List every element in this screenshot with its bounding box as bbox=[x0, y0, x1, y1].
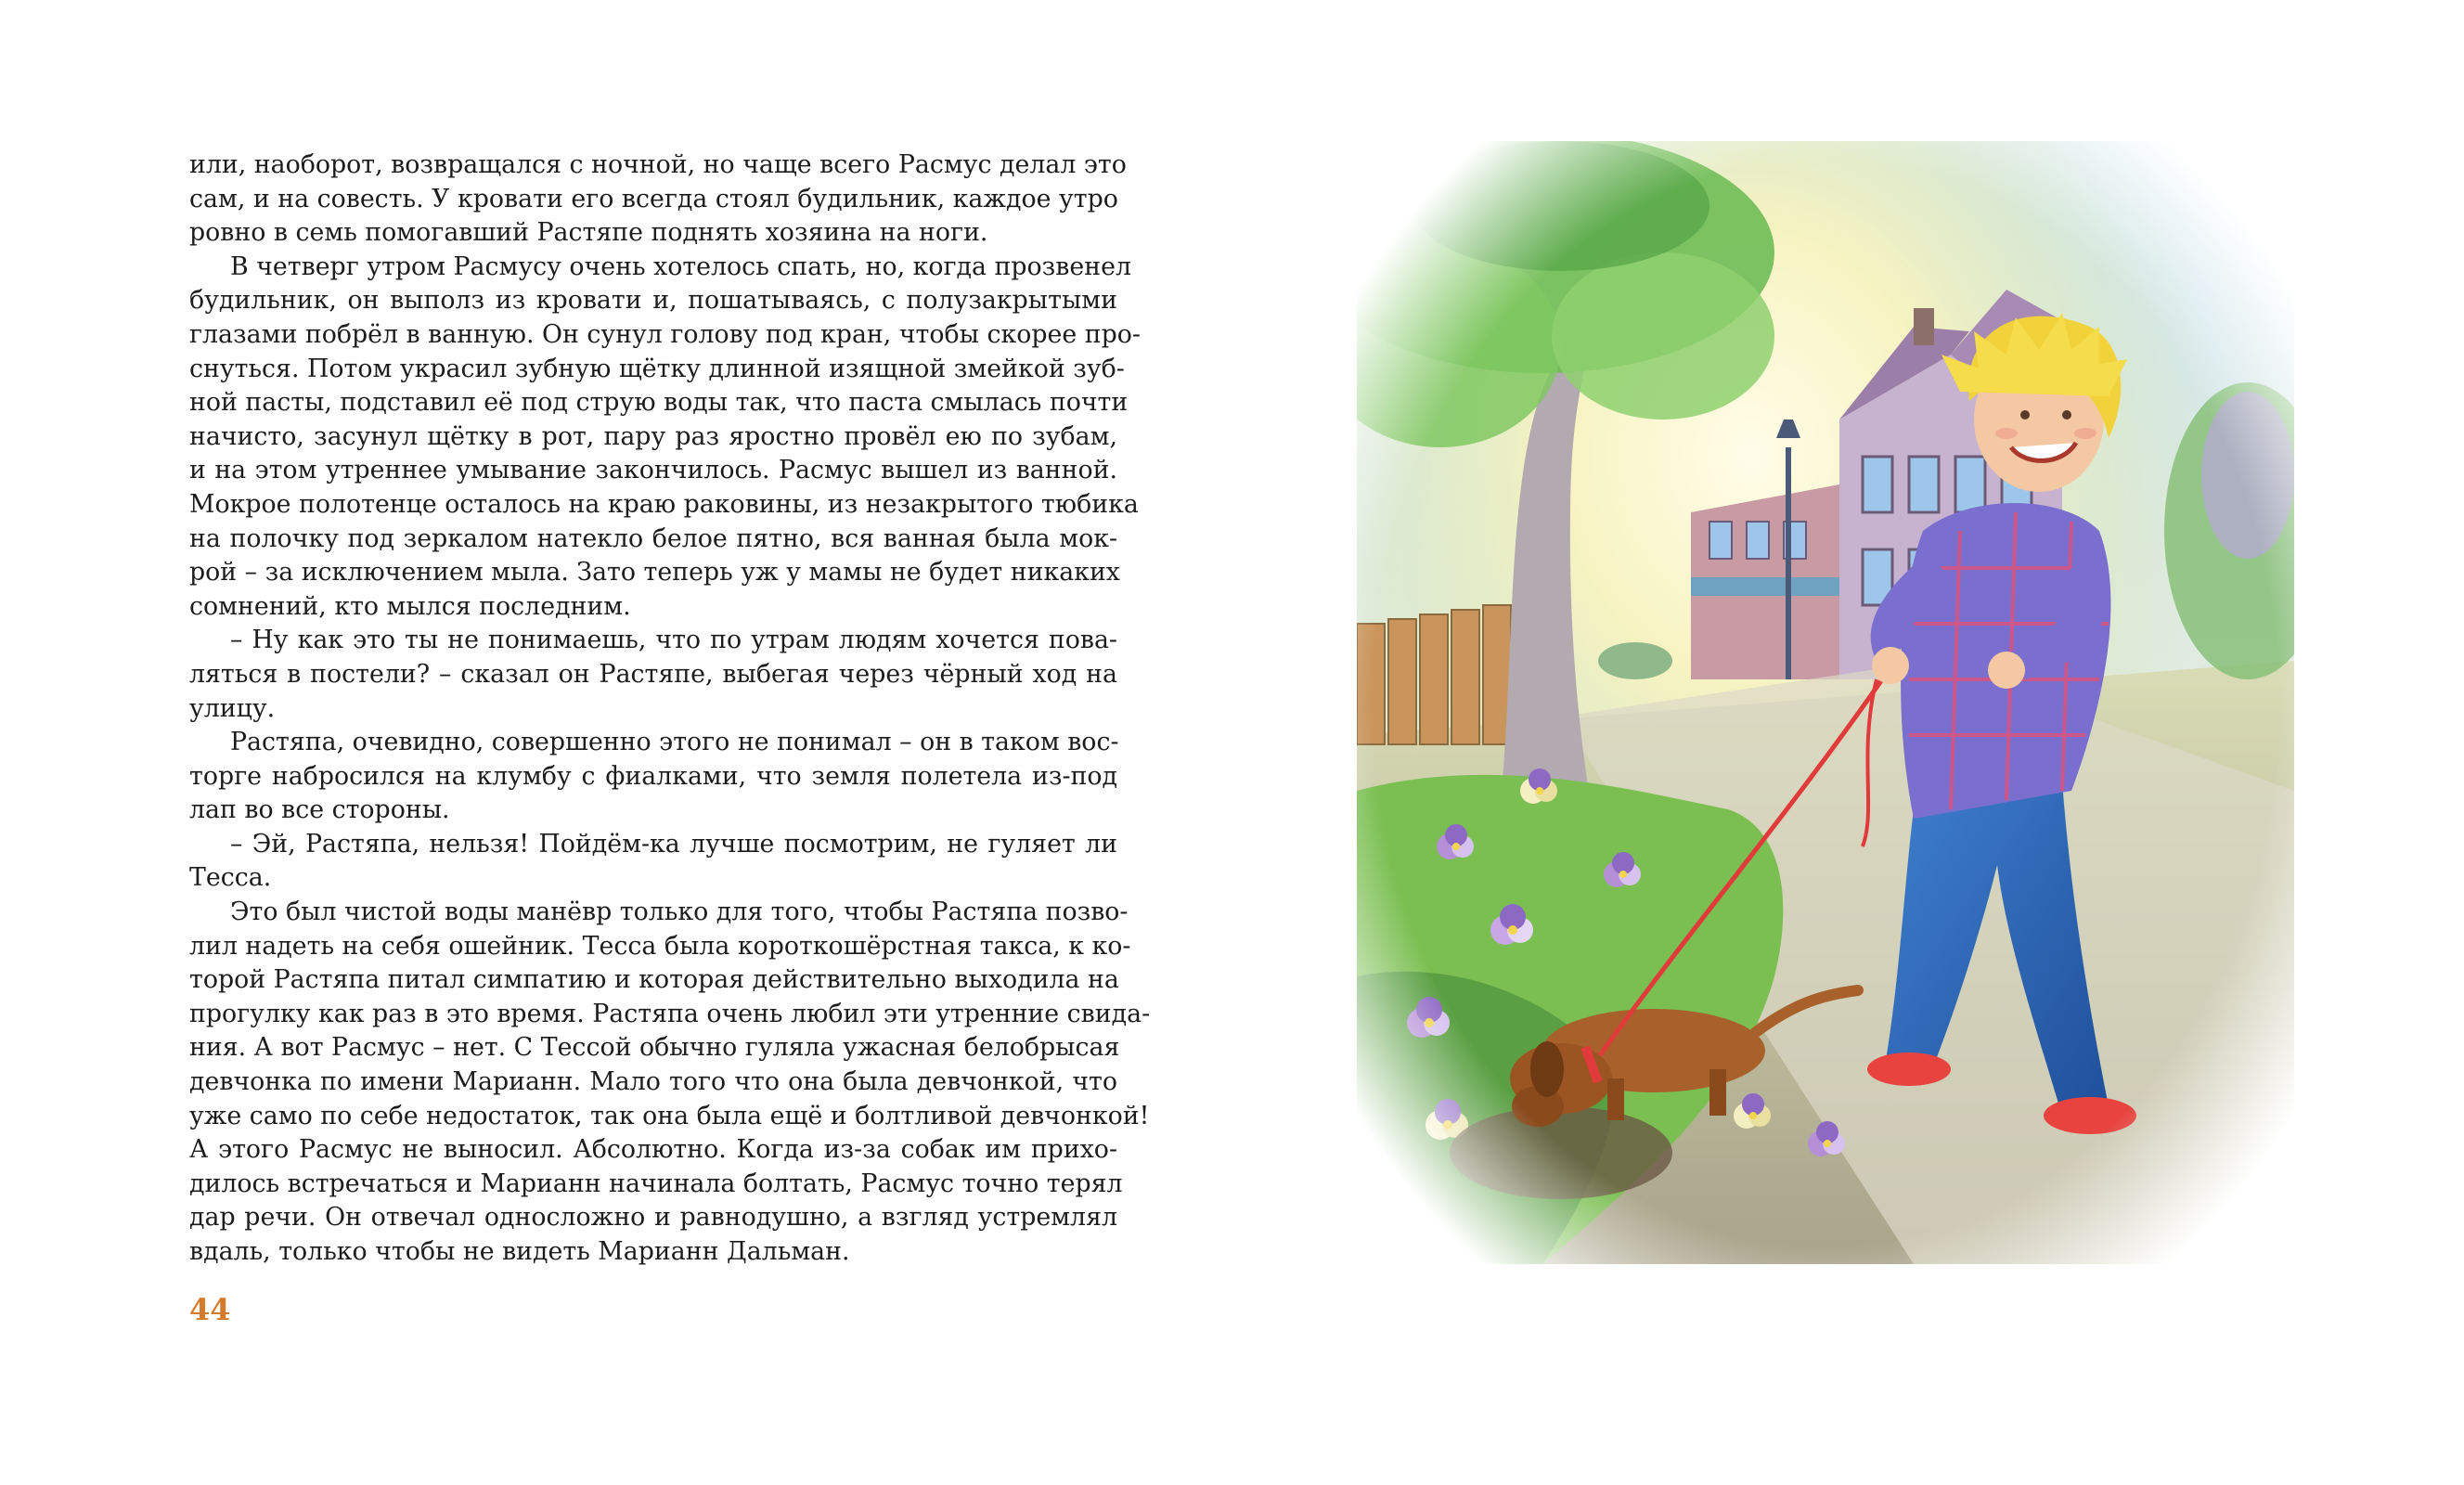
page-number: 44 bbox=[189, 1292, 231, 1327]
paragraph-6 bbox=[189, 896, 1151, 1270]
text-line: начисто, засунул щётку в рот, пару раз яростно провёл ею по зубам, bbox=[189, 421, 1117, 451]
text-line: вдаль, только чтобы не видеть Марианн Дальман. bbox=[189, 1237, 850, 1266]
text-line: глазами побрёл в ванную. Он сунул голову под кран, чтобы скорее про- bbox=[189, 319, 1141, 349]
text-line: ровно в семь помогавший Растяпе поднять хозяина на ноги. bbox=[189, 218, 988, 248]
text-line: дилось встречаться и Марианн начинала болтать, Расмус точно терял bbox=[189, 1169, 1123, 1198]
text-line: сомнений, кто мылся последним. bbox=[189, 591, 631, 621]
text-line: торой Растяпа питал симпатию и которая действительно выходила на bbox=[189, 965, 1119, 995]
text-line: торге набросился на клумбу с фиалками, что земля полетела из-под bbox=[189, 761, 1117, 791]
text-line: Это был чистой воды манёвр только для того, чтобы Растяпа позво- bbox=[230, 897, 1129, 927]
paragraph-3 bbox=[189, 624, 1117, 726]
text-line: рой – за исключением мыла. Зато теперь уж у мамы не будет никаких bbox=[189, 558, 1120, 588]
text-line: сам, и на совесть. У кровати его всегда стоял будильник, каждое утро bbox=[189, 184, 1118, 213]
text-line: уже само по себе недостаток, так она была ещё и болтливой девчонкой! bbox=[189, 1101, 1150, 1130]
text-line: улицу. bbox=[189, 693, 276, 723]
paragraph-1 bbox=[189, 148, 1127, 251]
paragraph-5 bbox=[189, 828, 1117, 896]
text-line: лап во все стороны. bbox=[189, 795, 450, 825]
text-line: прогулку как раз в это время. Растяпа очень любил эти утренние свида- bbox=[189, 999, 1151, 1028]
illustration bbox=[1357, 141, 2294, 1264]
text-line: ния. А вот Расмус – нет. С Тессой обычно гуляла ужасная белобрысая bbox=[189, 1033, 1120, 1063]
text-line: В четверг утром Расмусу очень хотелось спать, но, когда прозвенел bbox=[230, 252, 1131, 281]
text-line: лил надеть на себя ошейник. Тесса была короткошёрстная такса, к ко- bbox=[189, 931, 1131, 961]
illustration-art bbox=[1357, 141, 2294, 1264]
text-line: снуться. Потом украсил зубную щётку длинной изящной змейкой зуб- bbox=[189, 354, 1125, 383]
paragraph-4 bbox=[189, 726, 1117, 828]
text-line: дар речи. Он отвечал односложно и равнодушно, а взгляд устремлял bbox=[189, 1203, 1117, 1233]
text-line: – Эй, Растяпа, нельзя! Пойдём-ка лучше посмотрим, не гуляет ли bbox=[230, 829, 1117, 859]
text-line: Мокрое полотенце осталось на краю раковины, из незакрытого тюбика bbox=[189, 489, 1139, 519]
text-line: Растяпа, очевидно, совершенно этого не понимал – он в таком вос- bbox=[230, 728, 1119, 757]
text-column bbox=[189, 148, 1151, 1270]
text-line: и на этом утреннее умывание закончилось. Расмус вышел из ванной. bbox=[189, 456, 1117, 485]
text-line: или, наоборот, возвращался с ночной, но чаще всего Расмус делал это bbox=[189, 150, 1127, 179]
text-line: ной пасты, подставил её под струю воды так, что паста смылась почти bbox=[189, 388, 1129, 418]
text-line: Тесса. bbox=[189, 863, 272, 893]
text-line: – Ну как это ты не понимаешь, что по утрам людям хочется пова- bbox=[230, 626, 1117, 655]
text-line: будильник, он выполз из кровати и, пошатываясь, с полузакрытыми bbox=[189, 286, 1117, 316]
text-line: ляться в постели? – сказал он Растяпе, выбегая через чёрный ход на bbox=[189, 659, 1117, 689]
paragraph-2 bbox=[189, 251, 1141, 625]
text-line: А этого Расмус не выносил. Абсолютно. Когда из-за собак им прихо- bbox=[189, 1135, 1117, 1165]
text-line: девчонка по имени Марианн. Мало того что она была девчонкой, что bbox=[189, 1067, 1117, 1097]
text-line: на полочку под зеркалом натекло белое пятно, вся ванная была мок- bbox=[189, 523, 1117, 553]
